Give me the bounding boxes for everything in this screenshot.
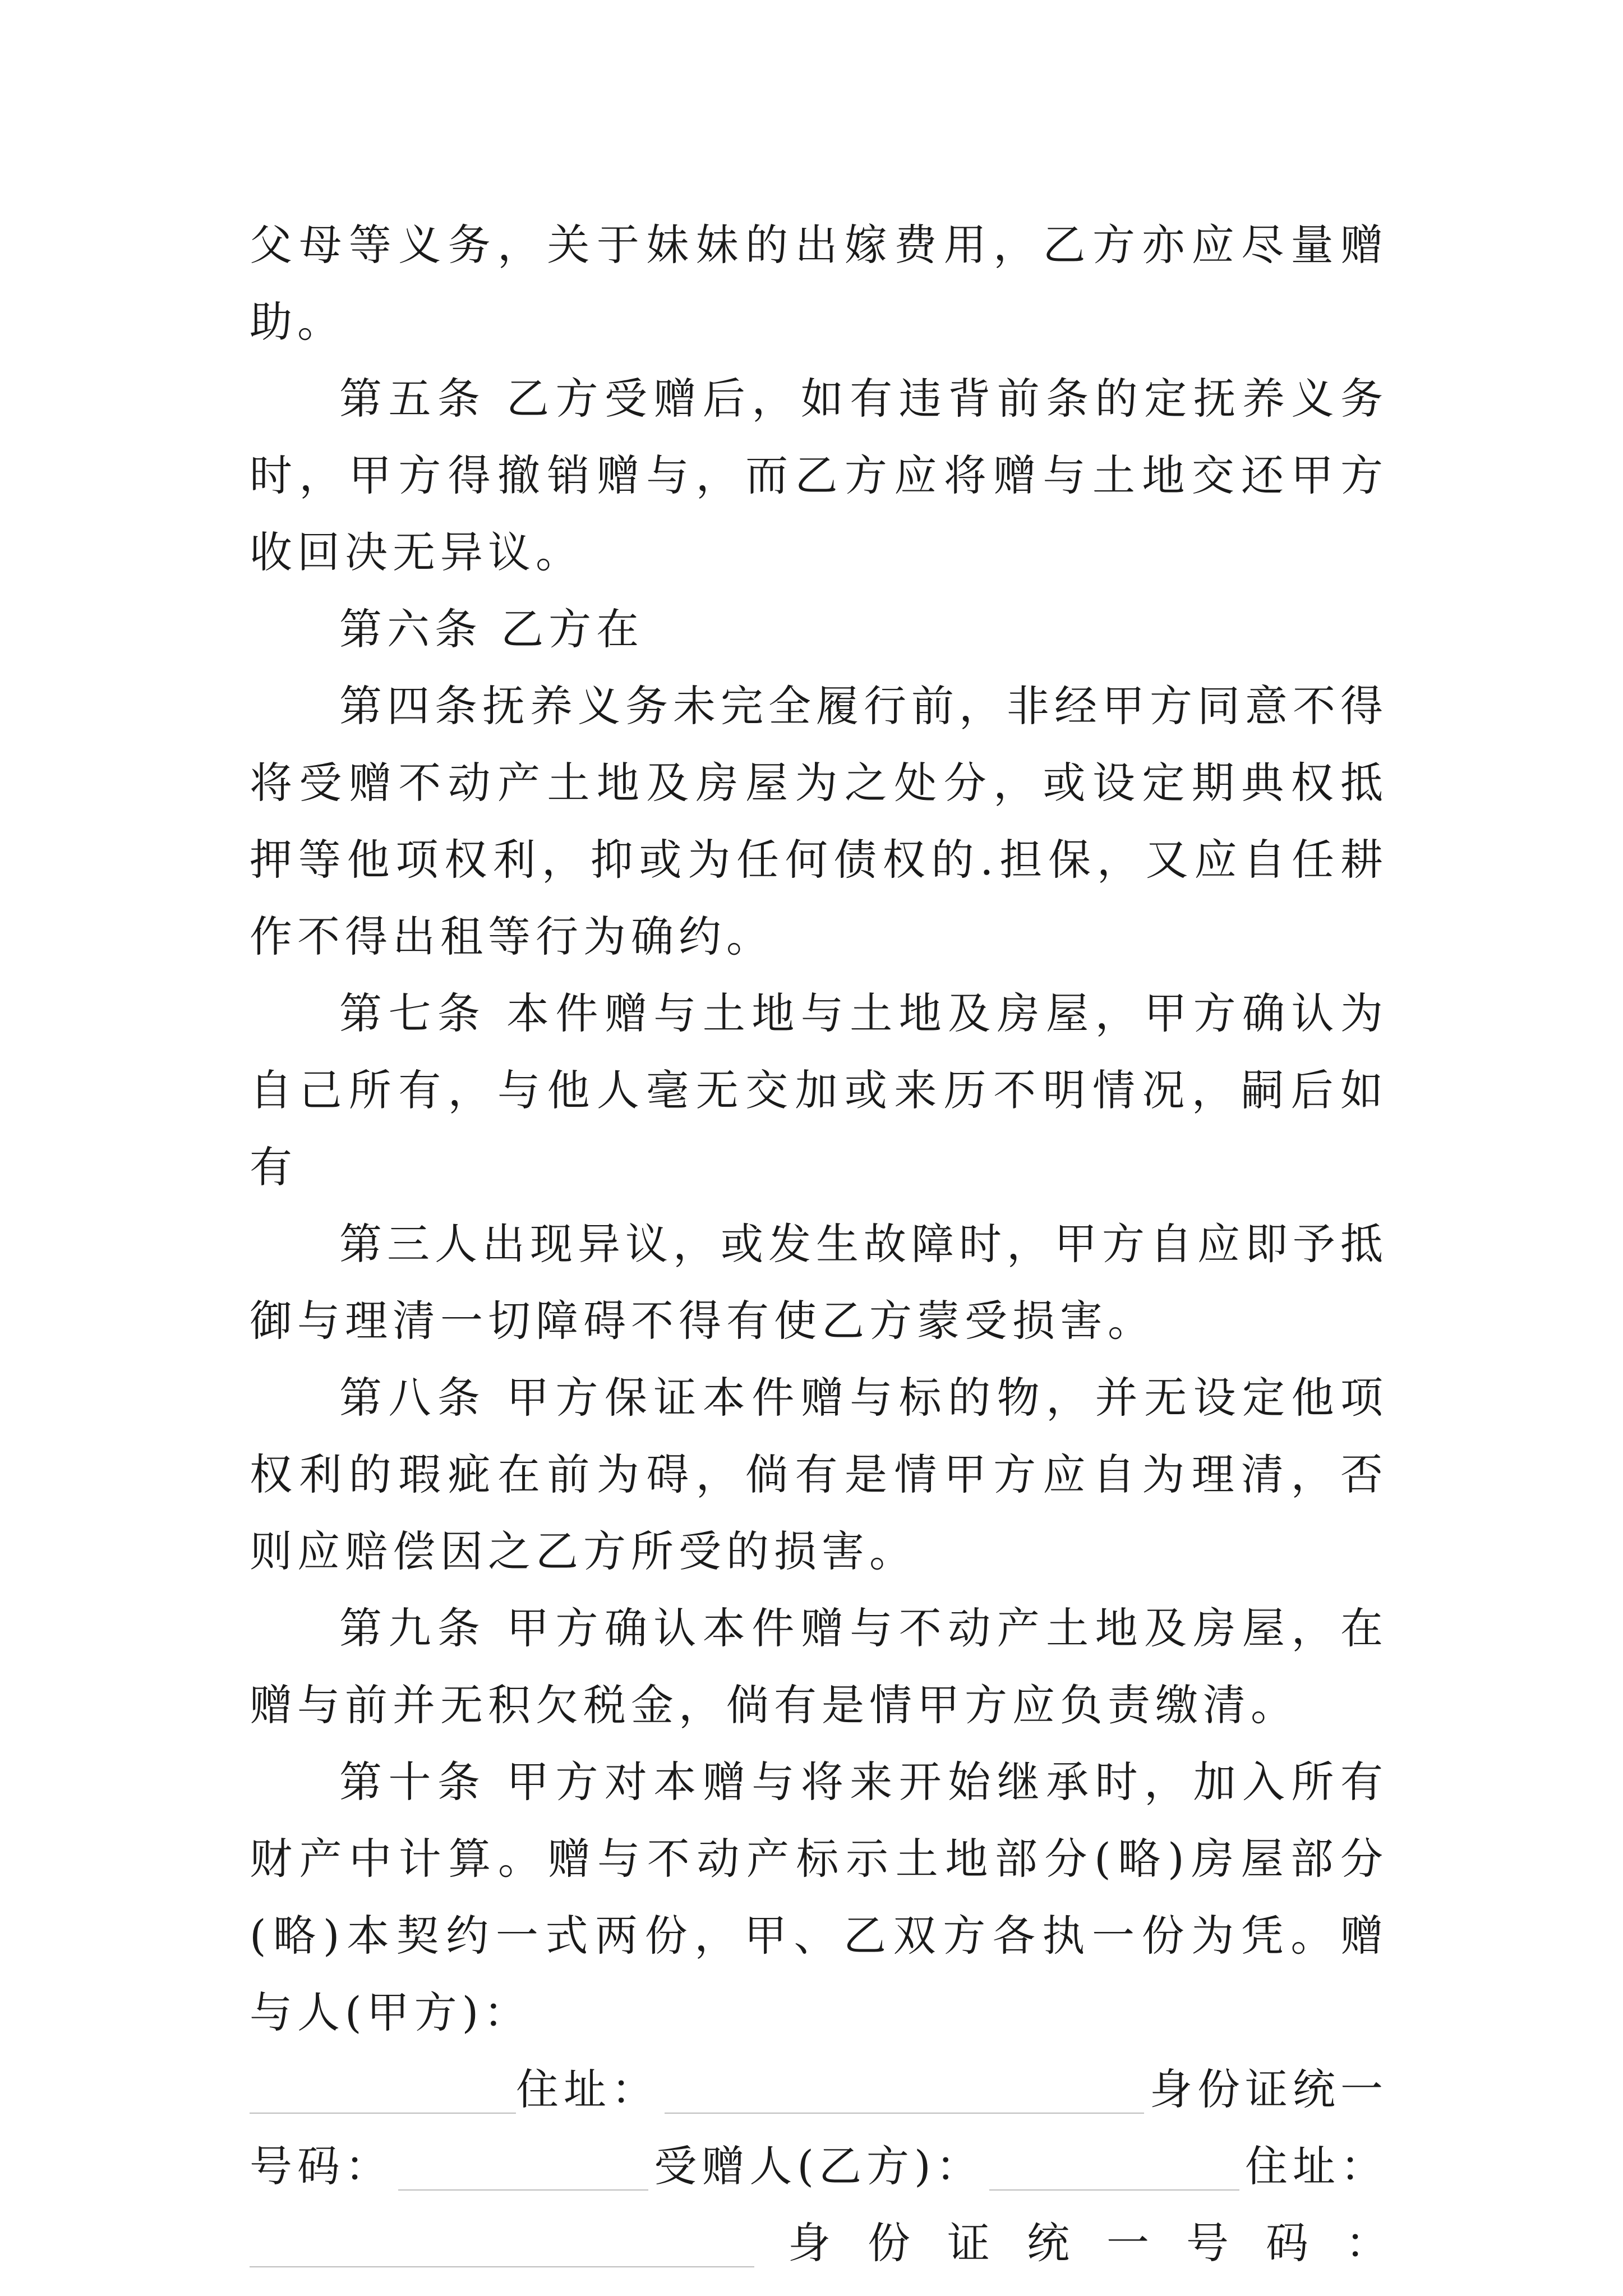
signature-row-3 [250,2205,1388,2281]
recipient-address-blank[interactable] [250,2227,754,2267]
paragraph-article-7-continued: 第三人出现异议，或发生故障时，甲方自应即予抵御与理清一切障碍不得有使乙方蒙受损害。 [250,1219,1388,1346]
recipient-id-label-char: 号 [1186,2218,1229,2268]
paragraph-continued: 父母等义务，关于妹妹的出嫁费用，乙方亦应尽量赠助。 [250,220,1388,347]
paragraph-article-5: 第五条 乙方受赠后，如有违背前条的定抚养义务时，甲方得撤销赠与，而乙方应将赠与土地交还甲方收回决无异议。 [250,374,1388,577]
donor-address-label: 住址： [516,2064,659,2114]
paragraph-article-7: 第七条 本件赠与土地与土地及房屋，甲方确认为自己所有，与他人毫无交加或来历不明情况，嗣后如有 [250,988,1388,1192]
recipient-id-label-char: 身 [788,2218,831,2268]
recipient-label: 受赠人(乙方)： [654,2141,984,2191]
recipient-id-label [788,2205,1388,2281]
recipient-id-label-char: 证 [947,2218,990,2268]
donor-address-blank[interactable] [665,2073,1144,2114]
donor-id-label-part-a: 身份证统一 [1150,2064,1388,2114]
recipient-id-label-char: 统 [1027,2218,1069,2268]
paragraph-article-8: 第八条 甲方保证本件赠与标的物，并无设定他项权利的瑕疵在前为碍，倘有是情甲方应自为理清，否则应赔偿因之乙方所受的损害。 [250,1373,1388,1576]
recipient-address-label: 住址： [1245,2141,1388,2191]
paragraph-article-9: 第九条 甲方确认本件赠与不动产土地及房屋，在赠与前并无积欠税金，倘有是情甲方应负责缴清。 [250,1603,1388,1730]
recipient-id-label-char: ： [1345,2218,1388,2268]
recipient-id-label-char: 一 [1106,2218,1149,2268]
contract-body [250,206,1388,2281]
donor-name-blank[interactable] [250,2073,516,2114]
recipient-id-label-char: 码 [1266,2218,1308,2268]
paragraph-article-6-continued: 第四条抚养义务未完全履行前，非经甲方同意不得将受赠不动产土地及房屋为之处分，或设定期典权抵押等他项权利，抑或为任何债权的.担保，又应自任耕作不得出租等行为确约。 [250,681,1388,961]
signature-row-1 [250,2051,1388,2128]
recipient-id-label-char: 份 [868,2218,910,2268]
signature-row-2 [250,2128,1388,2205]
paragraph-article-10: 第十条 甲方对本赠与将来开始继承时，加入所有财产中计算。赠与不动产标示土地部分(略)房屋部分(略)本契约一式两份，甲、乙双方各执一份为凭。赠与人(甲方)： [250,1757,1388,2037]
recipient-name-blank[interactable] [989,2150,1239,2191]
donor-id-blank[interactable] [398,2150,648,2191]
donor-id-label-part-b: 号码： [250,2141,393,2191]
paragraph-article-6: 第六条 乙方在 [339,604,644,654]
